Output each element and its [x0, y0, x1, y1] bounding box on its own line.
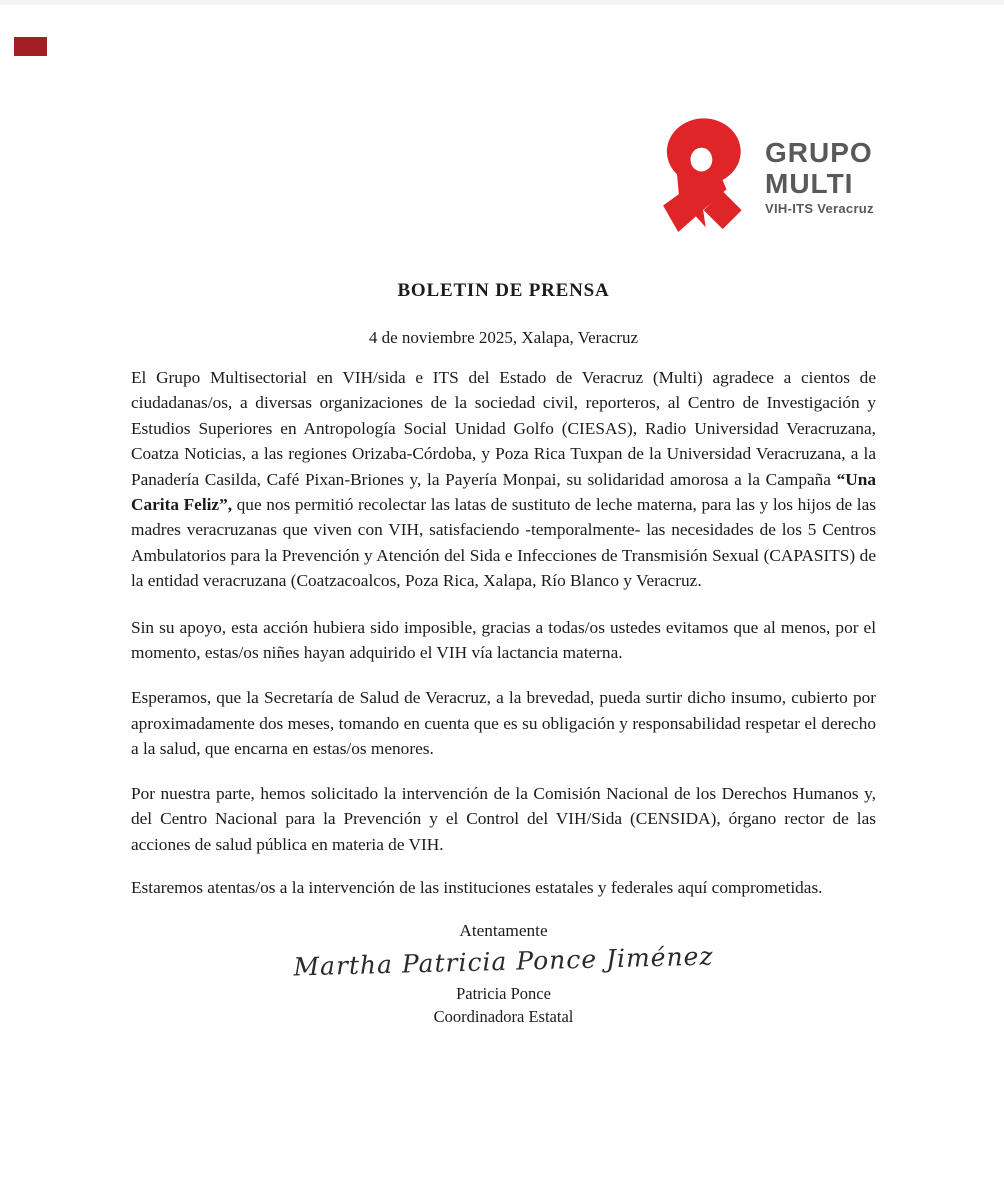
- paragraph-secretaria-salud: Esperamos, que la Secretaría de Salud de Veracruz, a la brevedad, pueda surtir dicho insumo, cubierto por aproximadamente dos meses, tomando en cuenta que es su obligación y responsabilidad respetar el derecho a la salud, que encarna en estas/os menores.: [131, 688, 876, 759]
- paragraph-acknowledgements: [131, 365, 876, 594]
- awareness-ribbon-icon: [652, 108, 748, 250]
- paragraph-support: Sin su apoyo, esta acción hubiera sido imposible, gracias a todas/os ustedes evitamos que al menos, por el momento, estas/os niñes hayan adquirido el VIH vía lactancia materna.: [131, 617, 876, 663]
- paragraph-1-post: que nos permitió recolectar las latas de sustituto de leche materna, para las y los hijos de las madres veracruzanas que viven con VIH, satisfaciendo -temporalmente- las necesidades de los 5 Centros Ambulatorios para la Prevención y Atención del Sida e Infecciones de Transmisión Sexual (CAPASITS) de la entidad veracruzana (Coatzacoalcos, Poza Rica, Xalapa, Río Blanco y Veracruz.: [131, 495, 876, 591]
- logo-line-multi: MULTI: [765, 168, 854, 199]
- grupo-multi-logo: [650, 106, 890, 256]
- logo-wordmark: [765, 139, 874, 215]
- letter-body: [131, 280, 876, 1027]
- signatory-title: Coordinadora Estatal: [433, 1007, 574, 1027]
- logo-line-vih-its: VIH-ITS Veracruz: [765, 201, 874, 216]
- paragraph-instituciones: Estaremos atentas/os a la intervención de las instituciones estatales y federales aquí comprometidas.: [131, 877, 823, 897]
- top-edge-stripe: [0, 0, 1004, 5]
- closing-salutation: Atentamente: [459, 921, 548, 941]
- page-title: BOLETIN DE PRENSA: [397, 280, 610, 301]
- handwritten-signature: Martha Patricia Ponce Jiménez: [293, 941, 714, 982]
- paragraph-cndh-censida: Por nuestra parte, hemos solicitado la intervención de la Comisión Nacional de los Derechos Humanos y, del Centro Nacional para la Prevención y el Control del VIH/Sida (CENSIDA), órgano rector de las acciones de salud pública en materia de VIH.: [131, 783, 876, 854]
- logo-line-grupo: GRUPO: [765, 137, 873, 168]
- campaign-name-bold: “Una Carita Feliz”,: [131, 469, 876, 515]
- dateline: 4 de noviembre 2025, Xalapa, Veracruz: [368, 328, 639, 347]
- corner-red-mark: [14, 37, 47, 56]
- paragraph-1-pre: El Grupo Multisectorial en VIH/sida e ITS del Estado de Veracruz (Multi) agradece a cientos de ciudadanas/os, a diversas organizaciones de la sociedad civil, reporteros, al Centro de Investigación y Estudios Superiores en Antropología Social Unidad Golfo (CIESAS), Radio Universidad Veracruzana, Coatza Noticias, a las regiones Orizaba-Córdoba, y Poza Rica Tuxpan de la Universidad Veracruzana, a la Panadería Casilda, Café Pixan-Briones y, la Payería Monpai, su solidaridad amorosa a la Campaña: [131, 368, 876, 489]
- signatory-name: Patricia Ponce: [456, 984, 551, 1004]
